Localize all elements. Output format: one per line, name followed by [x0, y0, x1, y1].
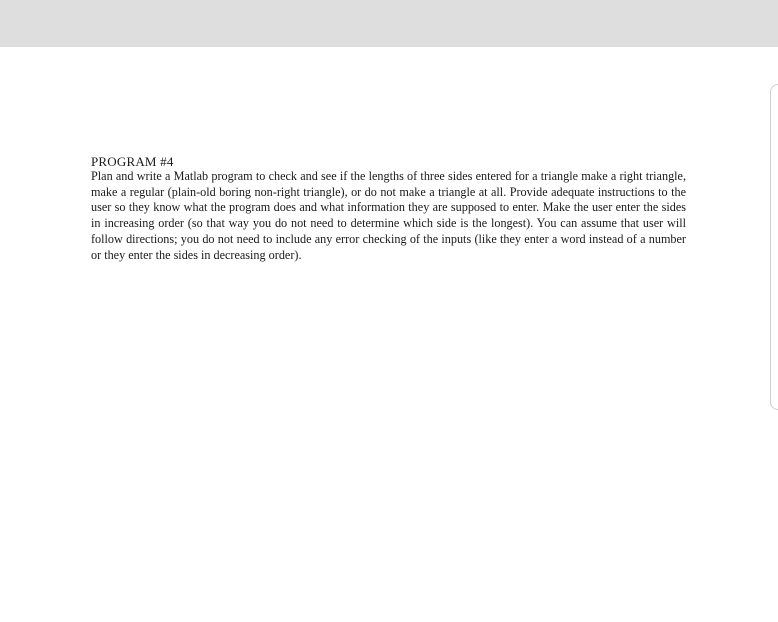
document-page	[0, 47, 778, 622]
side-panel-handle[interactable]	[770, 84, 778, 410]
program-heading: PROGRAM #4	[91, 154, 174, 169]
document-content	[91, 154, 686, 263]
viewer-top-bar	[0, 0, 778, 47]
program-description: Plan and write a Matlab program to check and see if the lengths of three sides entered for a triangle make a right triangle, make a regular (plain-old boring non-right triangle), or do not make a triangle at all. Provide adequate instructions to the user so they know what the program does and what information they are supposed to enter. Make the user enter the sides in increasing order (so that way you do not need to determine which side is the longest). You can assume that user will follow directions; you do not need to include any error checking of the inputs (like they enter a word instead of a number or they enter the sides in decreasing order).	[91, 169, 686, 262]
